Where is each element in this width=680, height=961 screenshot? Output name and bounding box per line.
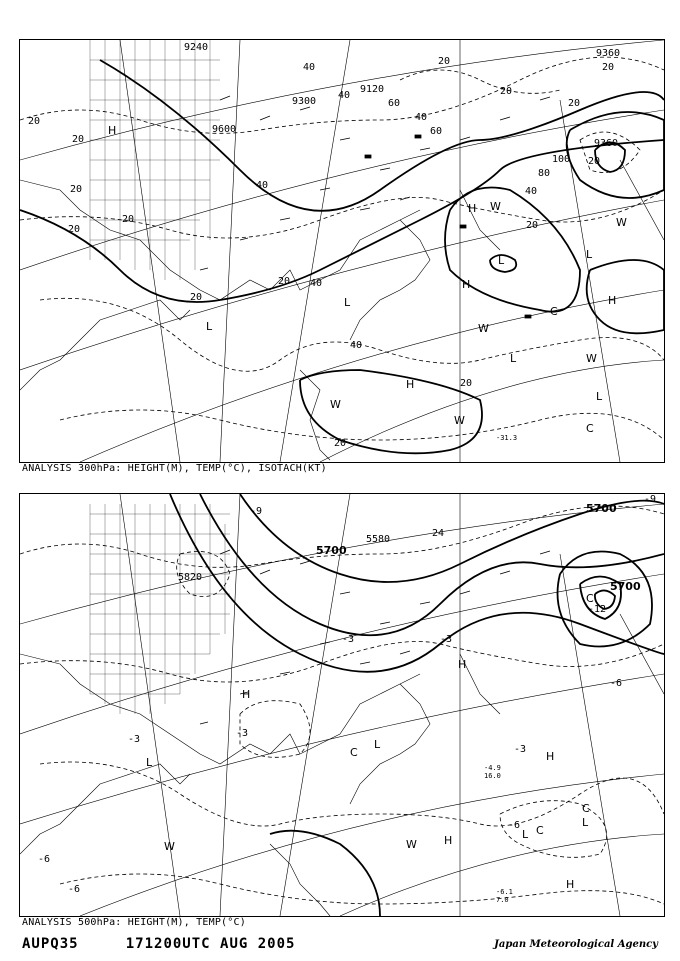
upper-pressure-center: H bbox=[462, 278, 471, 291]
upper-isotach-label: 40 bbox=[415, 112, 428, 123]
lower-pressure-center: C bbox=[586, 592, 594, 605]
lower-pressure-center: C bbox=[350, 746, 358, 759]
lower-pressure-center: L bbox=[374, 738, 381, 751]
lower-height-label: 5580 bbox=[366, 534, 391, 545]
lower-wind-barbs bbox=[200, 550, 550, 724]
upper-pressure-center: L bbox=[586, 248, 593, 261]
upper-pressure-center: C bbox=[550, 305, 558, 318]
lower-panel-caption: ANALYSIS 500hPa: HEIGHT(M), TEMP(°C) bbox=[22, 917, 246, 928]
lower-temp-label: -3 bbox=[440, 634, 453, 645]
lower-height-label: 5820 bbox=[178, 572, 203, 583]
upper-isotach-label: 40 bbox=[310, 278, 323, 289]
lower-temp-label: -6 bbox=[38, 854, 51, 865]
upper-map-panel bbox=[19, 39, 665, 463]
lower-temp-label: -9 bbox=[644, 494, 657, 505]
upper-coastlines bbox=[20, 180, 500, 460]
upper-pressure-center: C bbox=[586, 422, 594, 435]
upper-height-label: 9600 bbox=[212, 124, 237, 135]
lower-station-value: 7.0 bbox=[496, 896, 509, 904]
lower-pressure-center: W bbox=[164, 840, 175, 853]
lower-temp-label: -3 bbox=[128, 734, 141, 745]
lower-height-label: 5700 bbox=[610, 580, 641, 593]
upper-isotach-label: 20 bbox=[68, 224, 81, 235]
upper-pressure-center: W bbox=[616, 216, 627, 229]
upper-panel-caption: ANALYSIS 300hPa: HEIGHT(M), TEMP(°C), ISOTACH(KT) bbox=[22, 463, 327, 474]
lower-station-value: -6.1 bbox=[496, 888, 513, 896]
upper-pressure-center: W bbox=[330, 398, 341, 411]
upper-isotach-label: 20 bbox=[438, 56, 451, 67]
upper-hatch-area bbox=[90, 40, 220, 280]
lower-height-label: 5700 bbox=[586, 502, 617, 515]
lower-temp-label: -3 bbox=[236, 728, 249, 739]
lower-temp-label: -9 bbox=[250, 506, 263, 517]
lower-pressure-center-group bbox=[146, 592, 594, 891]
upper-pressure-center: L bbox=[498, 254, 505, 267]
lower-pressure-center: H bbox=[242, 688, 251, 701]
upper-pressure-center: H bbox=[608, 294, 617, 307]
lower-station-value: 16.0 bbox=[484, 772, 501, 780]
upper-pressure-center: W bbox=[454, 414, 465, 427]
upper-pressure-center: H bbox=[468, 202, 477, 215]
chart-datetime: 171200UTC AUG 2005 bbox=[125, 936, 296, 952]
upper-height-contours bbox=[20, 60, 664, 453]
upper-pressure-center: L bbox=[344, 296, 351, 309]
lower-coastlines bbox=[20, 654, 500, 916]
upper-isotach-label: 40 bbox=[525, 186, 538, 197]
upper-height-label-group bbox=[184, 42, 620, 149]
lower-pressure-center: H bbox=[458, 658, 467, 671]
lower-height-label-group bbox=[178, 502, 641, 593]
upper-isotach-label: 20 bbox=[190, 292, 203, 303]
upper-isotach-label: 20 bbox=[278, 276, 291, 287]
upper-isotach-label: 20 bbox=[568, 98, 581, 109]
lower-pressure-center: L bbox=[582, 816, 589, 829]
lower-temp-label: -6 bbox=[610, 678, 623, 689]
agency-name: Japan Meteorological Agency bbox=[494, 939, 658, 950]
upper-isotach-label: 20 bbox=[72, 134, 85, 145]
upper-pressure-center: L bbox=[596, 390, 603, 403]
lower-temp-label: -12 bbox=[588, 604, 607, 615]
upper-isotach-label: 20 bbox=[122, 214, 135, 225]
upper-height-label: 9120 bbox=[360, 84, 385, 95]
upper-height-label: 9360 bbox=[596, 48, 621, 59]
upper-pressure-center: W bbox=[490, 200, 501, 213]
upper-pressure-center: W bbox=[586, 352, 597, 365]
upper-isotach-label: 40 bbox=[256, 180, 269, 191]
lower-pressure-center: C bbox=[536, 824, 544, 837]
upper-isotach-label: 80 bbox=[538, 168, 551, 179]
lower-temp-label: -3 bbox=[514, 744, 527, 755]
upper-isotach-label: 60 bbox=[388, 98, 401, 109]
upper-pressure-center: H bbox=[108, 124, 117, 137]
upper-height-label: 9300 bbox=[292, 96, 317, 107]
lower-map-panel bbox=[19, 493, 665, 917]
upper-isotach-label: 40 bbox=[338, 90, 351, 101]
lower-hatch-area bbox=[90, 504, 230, 714]
upper-isotach-label: 20 bbox=[28, 116, 41, 127]
upper-isotach-label: 20 bbox=[500, 86, 513, 97]
lower-pressure-center: W bbox=[406, 838, 417, 851]
lower-temp-label: -6 bbox=[68, 884, 81, 895]
lower-temp-label-group bbox=[38, 494, 656, 895]
chart-id: AUPQ35 bbox=[22, 936, 79, 952]
upper-height-label: 9360 bbox=[594, 138, 619, 149]
upper-isotach-label: 20 bbox=[602, 62, 615, 73]
chart-id-line bbox=[22, 936, 295, 952]
upper-pressure-center: L bbox=[206, 320, 213, 333]
upper-map-svg bbox=[20, 40, 664, 462]
lower-station-value: -4.9 bbox=[484, 764, 501, 772]
lower-temp-label: 24 bbox=[432, 528, 445, 539]
upper-isotach-label: 100 bbox=[552, 154, 571, 165]
upper-pressure-center: W bbox=[478, 322, 489, 335]
upper-isotach-label: 60 bbox=[430, 126, 443, 137]
lower-pressure-center: L bbox=[146, 756, 153, 769]
upper-isotach-label: 20 bbox=[526, 220, 539, 231]
upper-station-value: -31.3 bbox=[496, 434, 518, 442]
lower-pressure-center: H bbox=[444, 834, 453, 847]
upper-isotach-label-group bbox=[28, 56, 617, 449]
lower-temp-label: -6 bbox=[508, 820, 521, 831]
lower-map-svg bbox=[20, 494, 664, 916]
upper-isotach-label: 40 bbox=[350, 340, 363, 351]
lower-height-label: 5700 bbox=[316, 544, 347, 557]
lower-height-contours bbox=[170, 494, 664, 916]
lower-temp-label: -3 bbox=[342, 634, 355, 645]
lower-pressure-center: L bbox=[522, 828, 529, 841]
upper-pressure-center: L bbox=[510, 352, 517, 365]
upper-height-label: 9240 bbox=[184, 42, 209, 53]
upper-isotach-label: 20 bbox=[460, 378, 473, 389]
lower-pressure-center: H bbox=[566, 878, 575, 891]
upper-isotach-label: 20 bbox=[334, 438, 347, 449]
upper-isotach-label: 20 bbox=[588, 156, 601, 167]
lower-graticule bbox=[20, 494, 664, 916]
lower-pressure-center: C bbox=[582, 802, 590, 815]
upper-pressure-center: H bbox=[406, 378, 415, 391]
upper-isotach-label: 40 bbox=[303, 62, 316, 73]
upper-isotach-label: 20 bbox=[70, 184, 83, 195]
lower-pressure-center: H bbox=[546, 750, 555, 763]
